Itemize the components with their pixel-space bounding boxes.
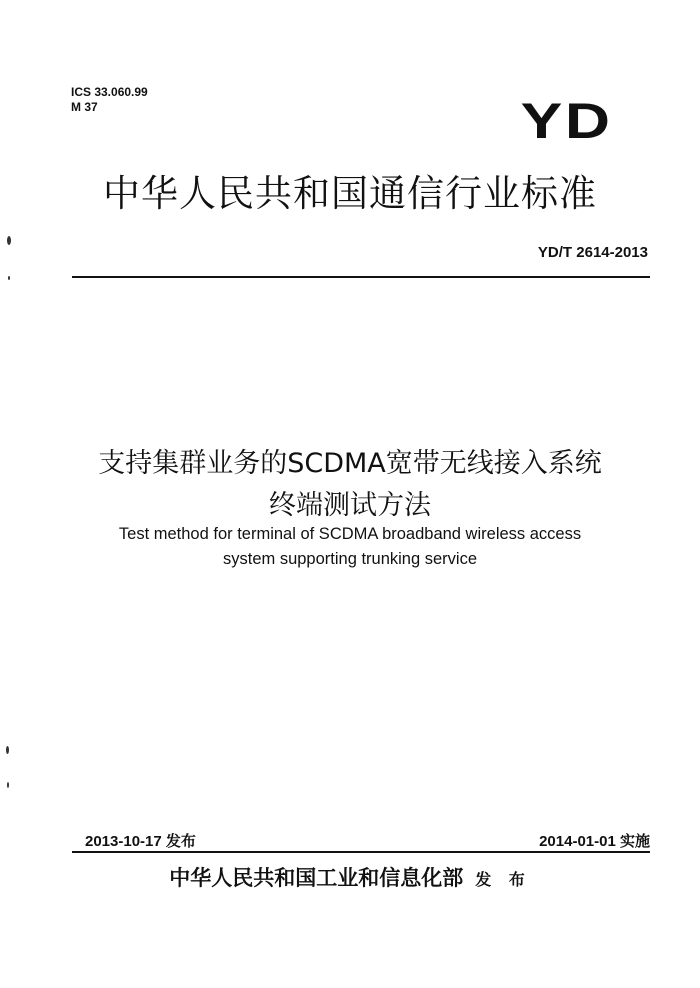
english-title-line-1: Test method for terminal of SCDMA broadband wireless access [118,525,582,543]
chinese-title [0,443,700,527]
chinese-title-line-1: 支持集群业务的SCDMA宽带无线接入系统 [98,448,602,479]
ics-code: ICS 33.060.99 [71,85,148,99]
chinese-title-line-2: 终端测试方法 [269,490,431,521]
scan-speck [7,236,11,245]
scan-speck [6,746,9,754]
yd-logo: YD [520,93,612,149]
issue-date: 2013-10-17 发布 [85,833,196,850]
english-title-line-2: system supporting trunking service [222,550,478,568]
scan-speck [7,782,9,788]
publisher-line [0,863,700,895]
top-divider [72,276,650,278]
publish-label: 发 布 [475,870,531,889]
bottom-divider [72,851,650,853]
category-title: 中华人民共和国通信行业标准 [103,172,597,215]
implementation-date: 2014-01-01 实施 [539,833,650,850]
english-title [0,522,700,572]
classification-codes [71,85,148,115]
scan-speck [8,276,10,280]
standard-number: YD/T 2614-2013 [537,244,648,261]
publisher-name: 中华人民共和国工业和信息化部 [169,865,464,890]
ccs-code: M 37 [71,100,98,114]
